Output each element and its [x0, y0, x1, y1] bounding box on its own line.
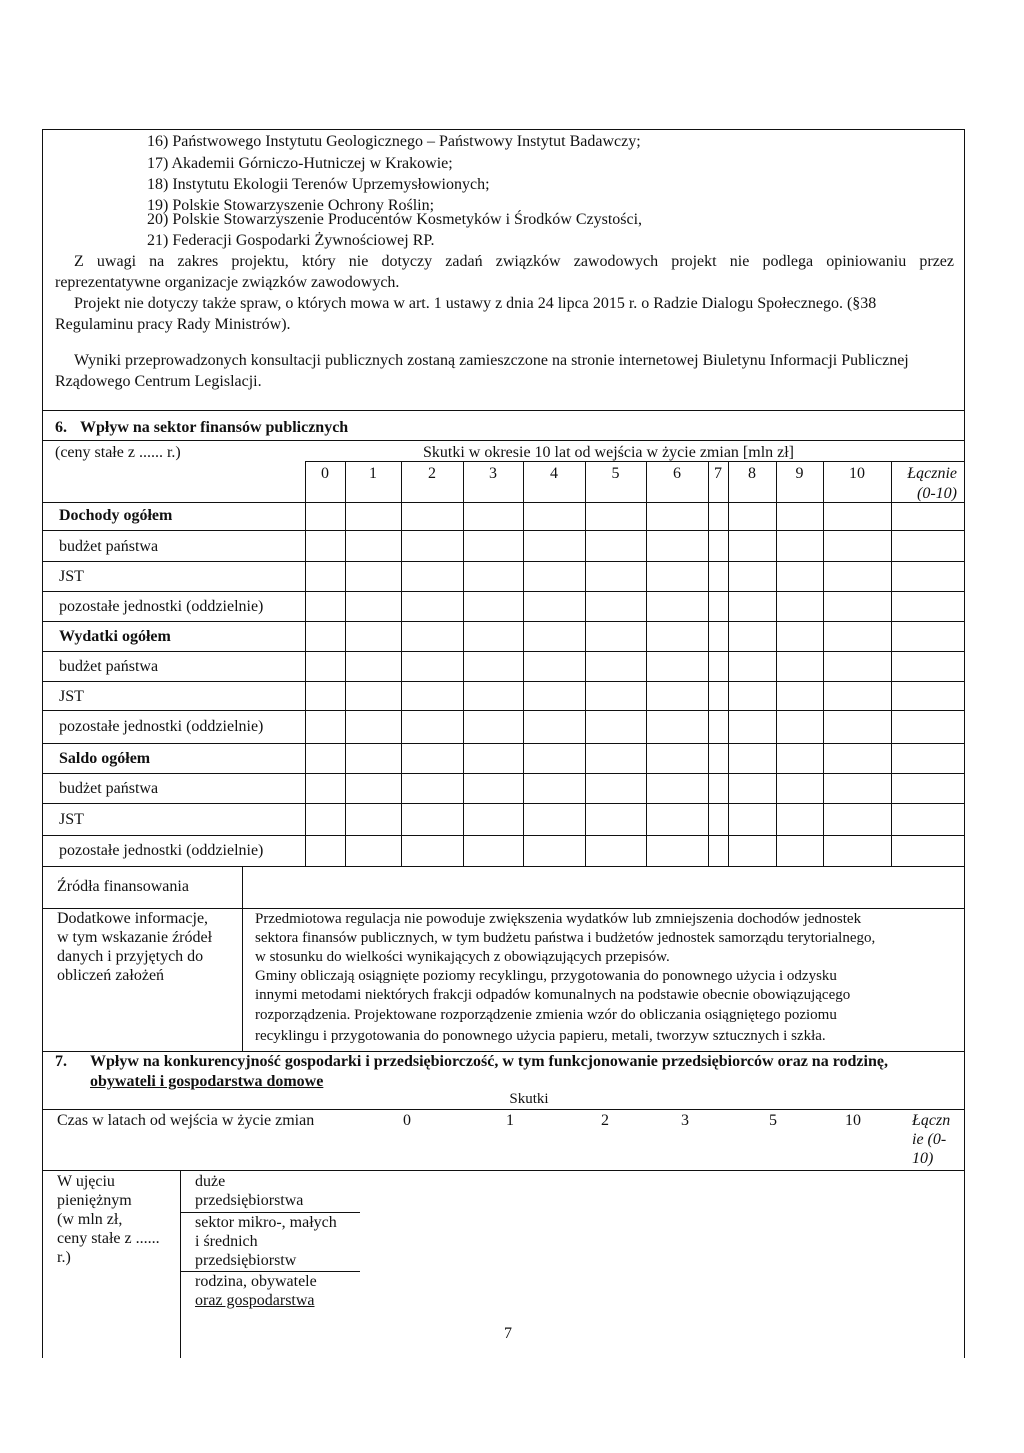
row-label: Dochody ogółem	[59, 507, 173, 524]
section6-title: Wpływ na sektor finansów publicznych	[80, 419, 349, 436]
year-header: 5	[611, 465, 620, 482]
grid-row	[42, 835, 965, 836]
paragraph-dialog-line1: Projekt nie dotyczy także spraw, o których mowa w art. 1 ustawy z dnia 24 lipca 2015 r. o Radzie Dialogu Społecznego. (§38	[74, 295, 877, 312]
year-header: 5	[769, 1112, 777, 1129]
row-label: Saldo ogółem	[59, 750, 151, 767]
grid-row	[42, 621, 965, 622]
year-header: 9	[795, 465, 804, 482]
entity-label: przedsiębiorstw	[195, 1252, 297, 1269]
list-item: 17) Akademii Górniczo-Hutniczej w Krakowie;	[147, 155, 453, 172]
money-label: W ujęciu	[57, 1173, 115, 1190]
grid-col	[463, 461, 464, 866]
grid-row	[42, 681, 965, 682]
row-label: pozostałe jednostki (oddzielnie)	[59, 598, 264, 615]
row-label: Wydatki ogółem	[59, 628, 171, 645]
section6-number: 6.	[55, 419, 67, 436]
entity-rule	[180, 1271, 360, 1272]
additional-divider	[242, 908, 243, 1051]
section6-top-rule	[42, 410, 965, 411]
effects-header-rule	[305, 461, 965, 462]
page-number: 7	[504, 1325, 512, 1342]
paragraph-results-line2: Rządowego Centrum Legislacji.	[55, 373, 262, 390]
entity-rule	[180, 1212, 360, 1213]
additional-text: sektora finansów publicznych, w tym budżetu państwa i budżetów jednostek samorządu terytorialnego,	[255, 930, 876, 946]
total-header-line: 10)	[912, 1150, 934, 1167]
money-divider	[180, 1170, 181, 1358]
year-header: 3	[681, 1112, 689, 1129]
section7-title-line1: Wpływ na konkurencyjność gospodarki i przedsiębiorczość, w tym funkcjonowanie przedsiębiorców oraz na rodzinę,	[90, 1053, 888, 1070]
section6-title-rule	[42, 440, 965, 441]
additional-label: Dodatkowe informacje,	[57, 910, 209, 927]
total-header-line: Łączn	[912, 1112, 951, 1129]
row-label: JST	[59, 568, 84, 585]
row-label: pozostałe jednostki (oddzielnie)	[59, 718, 264, 735]
row-label: pozostałe jednostki (oddzielnie)	[59, 842, 264, 859]
grid-row	[42, 743, 965, 744]
entity-label: oraz gospodarstwa	[195, 1292, 315, 1309]
grid-col	[823, 461, 824, 866]
row-label: budżet państwa	[59, 538, 159, 555]
additional-text: w stosunku do wielkości wynikających z obowiązujących przepisów.	[255, 949, 670, 965]
row-label: budżet państwa	[59, 658, 159, 675]
money-label: r.)	[57, 1249, 71, 1266]
prices-label: (ceny stałe z ...... r.)	[55, 444, 181, 461]
total-header-line: ie (0-	[912, 1131, 947, 1148]
effects-label: Skutki	[509, 1091, 549, 1107]
paragraph-unions-line2: reprezentatywne organizacje związków zawodowych.	[55, 274, 400, 291]
year-header: 2	[428, 465, 436, 482]
additional-label: w tym wskazanie źródeł	[57, 929, 213, 946]
sources-label: Źródła finansowania	[57, 878, 189, 895]
grid-col	[728, 461, 729, 866]
grid-row	[42, 866, 965, 867]
effects-header: Skutki w okresie 10 lat od wejścia w życie zmian [mln zł]	[423, 444, 795, 461]
additional-text: rozporządzenia. Projektowane rozporządzenie zmienia wzór do obliczania osiągniętego poziomu	[255, 1007, 837, 1023]
year-header: 10	[849, 465, 865, 482]
grid-col	[523, 461, 524, 866]
money-label: ceny stałe z ......	[57, 1230, 160, 1247]
year-header: 6	[673, 465, 681, 482]
list-item: 18) Instytutu Ekologii Terenów Uprzemysłowionych;	[147, 176, 490, 193]
paragraph-results-line1: Wyniki przeprowadzonych konsultacji publicznych zostaną zamieszczone na stronie internetowej Biuletynu Informacji Publicznej	[74, 352, 909, 369]
grid-col	[305, 461, 306, 866]
year-header: 8	[748, 465, 756, 482]
row-label: JST	[59, 811, 84, 828]
money-label: (w mln zł,	[57, 1211, 123, 1228]
year-header: 0	[321, 465, 329, 482]
list-item: 19) Polskie Stowarzyszenie Ochrony Roślin;	[147, 197, 435, 214]
sources-bottom-rule	[42, 908, 965, 909]
paragraph-dialog-line2: Regulaminu pracy Rady Ministrów).	[55, 316, 291, 333]
list-item: 16) Państwowego Instytutu Geologicznego – Państwowy Instytut Badawczy;	[147, 133, 641, 150]
grid-col	[708, 461, 709, 866]
grid-col	[345, 461, 346, 866]
list-item: 21) Federacji Gospodarki Żywnościowej RP.	[147, 232, 435, 249]
entity-label: i średnich	[195, 1233, 258, 1250]
money-label: pieniężnym	[57, 1192, 132, 1209]
entity-label: rodzina, obywatele	[195, 1273, 317, 1290]
grid-col	[401, 461, 402, 866]
section7-top-rule	[42, 1051, 965, 1052]
year-header: 2	[601, 1112, 609, 1129]
grid-col	[585, 461, 586, 866]
grid-row	[42, 502, 965, 503]
grid-row	[42, 651, 965, 652]
year-header: 1	[506, 1112, 514, 1129]
year-header: 0	[403, 1112, 411, 1129]
grid-row	[42, 773, 965, 774]
time-label: Czas w latach od wejścia w życie zmian	[57, 1112, 315, 1129]
grid-col	[776, 461, 777, 866]
year-header: 4	[550, 465, 558, 482]
additional-label: danych i przyjętych do	[57, 948, 204, 965]
sources-divider	[242, 866, 243, 908]
entity-label: sektor mikro-, małych	[195, 1214, 337, 1231]
additional-label: obliczeń założeń	[57, 967, 165, 984]
row-label: budżet państwa	[59, 780, 159, 797]
additional-text: innymi metodami niektórych frakcji odpadów komunalnych na podstawie obecnie obowiązującego	[255, 987, 851, 1003]
entity-label: duże	[195, 1173, 226, 1190]
effects-rule	[42, 1109, 965, 1110]
total-header-line1: Łącznie	[907, 465, 957, 482]
section7-number: 7.	[55, 1053, 67, 1070]
paragraph-unions-line1: Z uwagi na zakres projektu, który nie dotyczy zadań związków zawodowych projekt nie podlega opiniowaniu przez	[74, 253, 954, 270]
grid-row	[42, 803, 965, 804]
entity-label: przedsiębiorstwa	[195, 1192, 304, 1209]
year-header: 1	[369, 465, 377, 482]
year-header: 3	[489, 465, 497, 482]
list-item: 20) Polskie Stowarzyszenie Producentów Kosmetyków i Środków Czystości,	[147, 211, 643, 228]
grid-row	[42, 530, 965, 531]
grid-row	[42, 591, 965, 592]
total-header-line2: (0-10)	[917, 485, 957, 502]
additional-text: Gminy obliczają osiągnięte poziomy recyklingu, przygotowania do ponownego użycia i odzysku	[255, 968, 837, 984]
additional-text: recyklingu i przygotowania do ponownego użycia papieru, metali, tworzyw sztucznych i szkła.	[255, 1028, 826, 1044]
year-header: 10	[845, 1112, 861, 1129]
year-header: 7	[714, 465, 722, 482]
section7-title-line2: obywateli i gospodarstwa domowe	[90, 1073, 324, 1090]
grid-col	[646, 461, 647, 866]
frame-top	[42, 129, 965, 130]
additional-text: Przedmiotowa regulacja nie powoduje zwiększenia wydatków lub zmniejszenia dochodów jednostek	[255, 911, 862, 927]
grid-row	[42, 710, 965, 711]
row-label: JST	[59, 688, 84, 705]
grid-col	[891, 461, 892, 866]
grid-row	[42, 561, 965, 562]
